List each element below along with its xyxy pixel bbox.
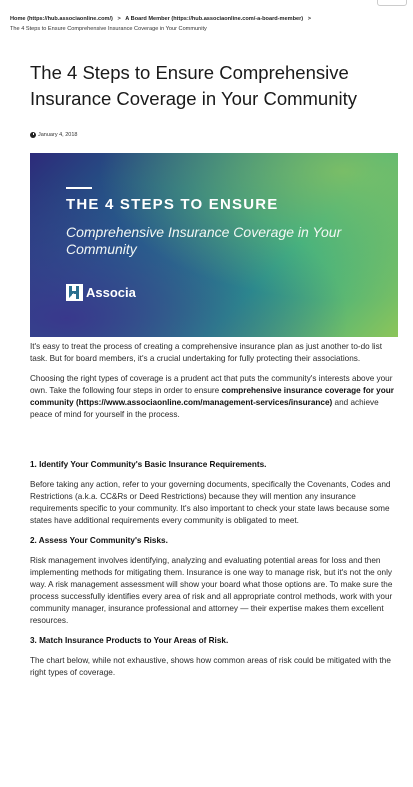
step-2-text: Risk management involves identifying, analyzing and evaluating potential areas for loss and then implementing methods for mitigating them. Insurance is one way to manage risk, but it's not the only way. A risk management assessment will show your board what those options are. To make sure the process successfully identifies every area of risk and all appropriate control methods, work with your community manager, insurance professional and attorney — their expertise makes them excellent resources.: [30, 556, 393, 625]
insurance-coverage-link[interactable]: comprehensive insurance coverage for your community (https://www.associaonline.com/management-services/insurance): [30, 386, 394, 407]
step-1-heading: 1. Identify Your Community's Basic Insurance Requirements.: [30, 460, 267, 469]
associa-logo-text: Associa: [86, 285, 136, 300]
top-right-button[interactable]: [377, 0, 407, 6]
hero-title: THE 4 STEPS TO ENSURE: [66, 196, 279, 213]
article-body: [30, 341, 398, 687]
paragraph-text: and achieve peace of mind for yourself in the process.: [30, 398, 379, 419]
step-3-heading: 3. Match Insurance Products to Your Areas of Risk.: [30, 636, 229, 645]
breadcrumb-separator: >: [307, 16, 312, 22]
paragraph-text: Choosing the right types of coverage is a prudent act that puts the community's interests above your own. Take the following four steps in order to ensure: [30, 374, 393, 395]
associa-logo: [66, 284, 136, 301]
spacer: [30, 429, 398, 459]
breadcrumb-separator: >: [117, 16, 121, 22]
hero-subtitle: Comprehensive Insurance Coverage in Your Community: [66, 224, 342, 257]
paragraph-choosing: [30, 373, 398, 421]
step-2-heading: 2. Assess Your Community's Risks.: [30, 536, 168, 545]
article-title: The 4 Steps to Ensure Comprehensive Insurance Coverage in Your Community: [30, 62, 358, 109]
article-date-text: January 4, 2018: [38, 132, 78, 138]
breadcrumb-home-link[interactable]: Home (https://hub.associaonline.com/): [10, 16, 113, 22]
breadcrumb-current: The 4 Steps to Ensure Comprehensive Insurance Coverage in Your Community: [10, 26, 207, 32]
breadcrumb: [10, 14, 406, 34]
associa-logo-icon: [66, 284, 83, 301]
hero-rule: [66, 187, 92, 189]
step-1-text: Before taking any action, refer to your governing documents, specifically the Covenants, Codes and Restrictions (a.k.a. CC&Rs or Deed Restrictions) because they will mention any insurance requirements specific to your community. It's also important to check your state laws because some states have additional requirements every community is obligated to meet.: [30, 480, 391, 525]
clock-icon: [30, 132, 36, 138]
article-date: [30, 132, 77, 138]
breadcrumb-board-member-link[interactable]: A Board Member (https://hub.associaonline.com/-a-board-member): [125, 16, 304, 22]
paragraph-intro: It's easy to treat the process of creating a comprehensive insurance plan as just another to-do list task. But for board members, it's a crucial undertaking for fully protecting their associations.: [30, 342, 382, 363]
hero-image: [30, 153, 398, 337]
step-3-text: The chart below, while not exhaustive, shows how common areas of risk could be mitigated with the right types of coverage.: [30, 656, 391, 677]
